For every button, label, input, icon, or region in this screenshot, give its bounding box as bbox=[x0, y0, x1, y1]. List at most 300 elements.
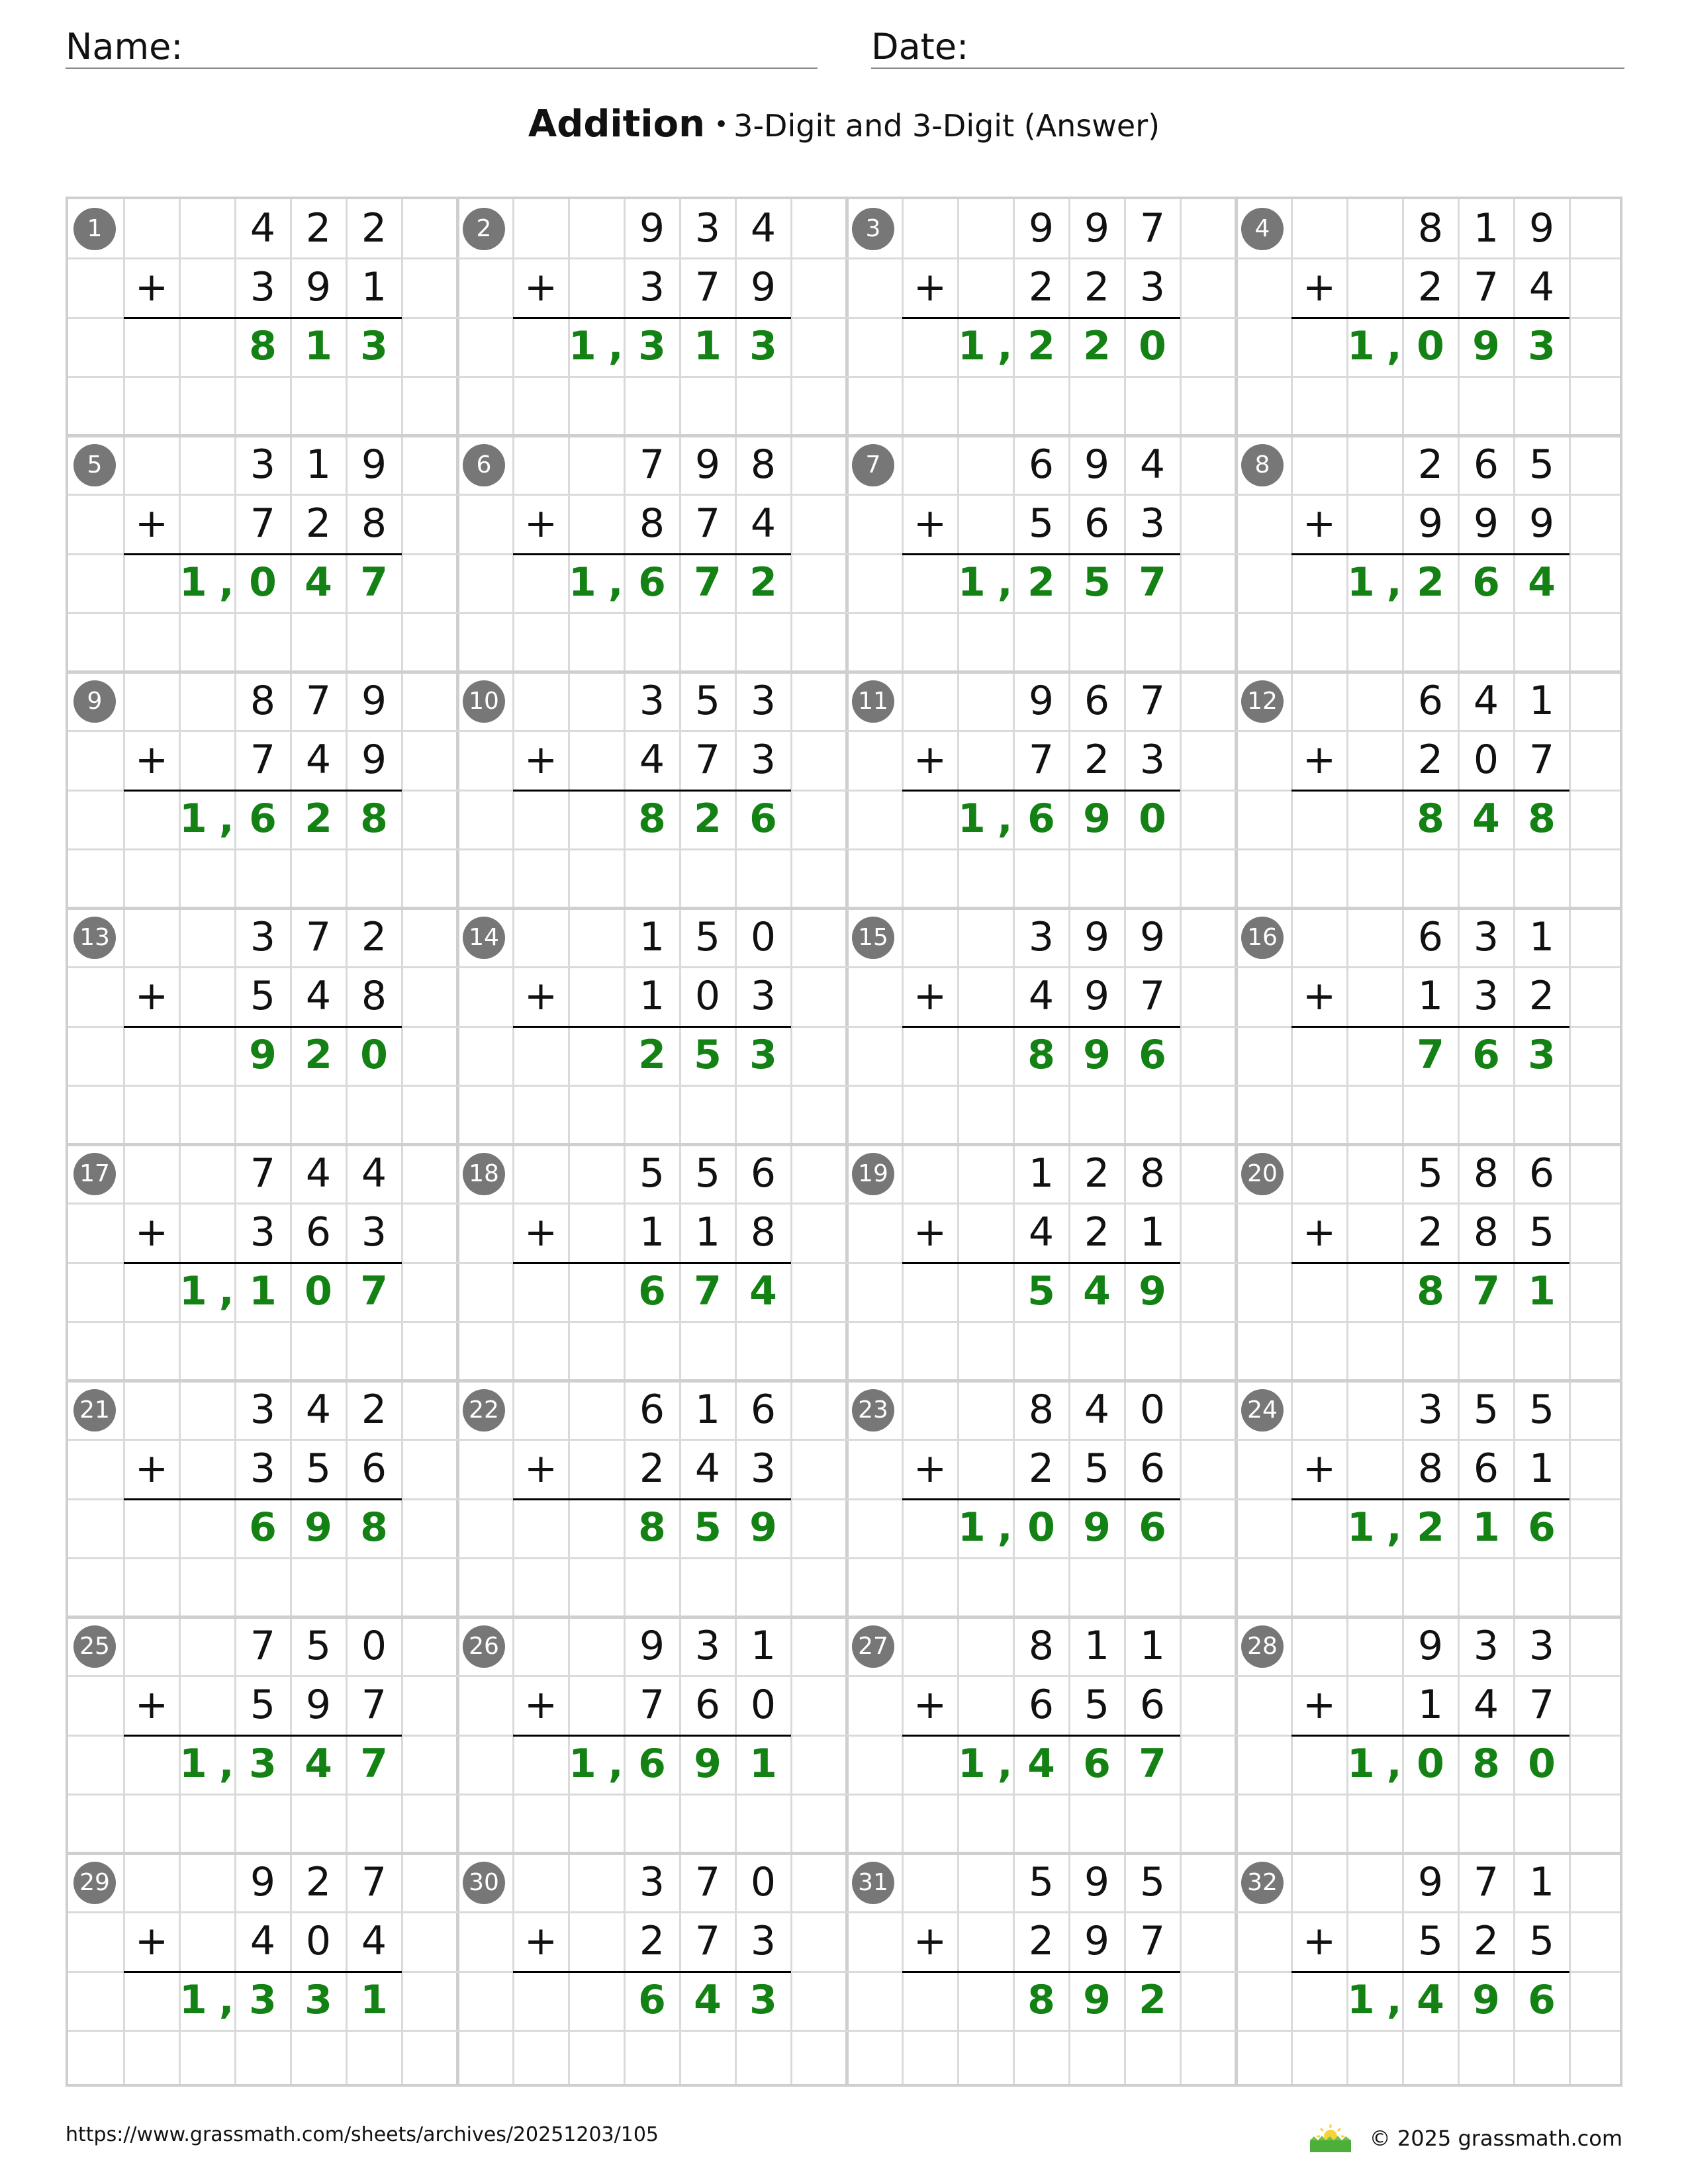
digit: 1 bbox=[639, 973, 665, 1019]
answer-digit bbox=[513, 553, 569, 612]
digit bbox=[179, 199, 235, 258]
digit bbox=[958, 494, 1013, 553]
answer-row bbox=[902, 1735, 1180, 1794]
operand-row bbox=[124, 1853, 402, 1912]
digit: 3 bbox=[639, 678, 665, 724]
grassmath-logo-icon bbox=[1307, 2123, 1354, 2154]
plus-sign: + bbox=[134, 500, 169, 547]
digit bbox=[958, 1144, 1013, 1203]
answer-digit bbox=[124, 1735, 179, 1794]
answer-digit bbox=[902, 790, 958, 848]
plus-sign: + bbox=[913, 264, 947, 310]
digit: 8 bbox=[1028, 1387, 1055, 1433]
digit bbox=[513, 435, 569, 494]
answer-digit: 4 bbox=[694, 1977, 722, 2023]
answer-digit bbox=[902, 317, 958, 376]
operand-row bbox=[902, 731, 1180, 792]
operand-row bbox=[1291, 1144, 1570, 1203]
digit: 8 bbox=[250, 678, 276, 724]
digit bbox=[569, 1617, 624, 1676]
answer-digit bbox=[958, 1262, 1013, 1321]
answer-digit: 6 bbox=[1139, 1504, 1166, 1551]
operand-row bbox=[1291, 1853, 1570, 1912]
operand-row bbox=[513, 258, 791, 319]
digit: 5 bbox=[1528, 1918, 1555, 1964]
answer-digit: 2 bbox=[694, 796, 722, 842]
problem-3 bbox=[847, 199, 1236, 435]
title-separator: • bbox=[714, 111, 729, 138]
digit: 1 bbox=[694, 1387, 721, 1433]
digit: 9 bbox=[1139, 914, 1166, 960]
digit bbox=[958, 1439, 1013, 1498]
problem-number-badge: 3 bbox=[852, 208, 894, 250]
digit: 3 bbox=[250, 441, 276, 488]
answer-digit: 8 bbox=[1472, 1741, 1500, 1787]
answer-row bbox=[902, 1971, 1180, 2030]
operand-row bbox=[902, 1617, 1180, 1676]
operand-row bbox=[1291, 1617, 1570, 1676]
problem-11 bbox=[847, 672, 1236, 908]
answer-digit: 0 bbox=[1139, 796, 1166, 842]
answer-digit: 9 bbox=[1083, 1977, 1111, 2023]
answer-digit: 6 bbox=[638, 1268, 666, 1314]
digit: 4 bbox=[305, 737, 332, 783]
answer-digit: 1, bbox=[179, 559, 246, 606]
digit: 7 bbox=[694, 264, 721, 310]
digit: 4 bbox=[305, 1387, 332, 1433]
digit: 5 bbox=[1417, 1150, 1444, 1197]
digit: 0 bbox=[694, 973, 721, 1019]
answer-digit bbox=[958, 1026, 1013, 1085]
answer-digit: 4 bbox=[1472, 796, 1500, 842]
digit: 1 bbox=[1139, 1209, 1166, 1255]
digit: 5 bbox=[1528, 1209, 1555, 1255]
digit: 0 bbox=[750, 1682, 776, 1728]
digit bbox=[124, 672, 179, 731]
digit: 8 bbox=[1139, 1150, 1166, 1197]
digit bbox=[1347, 1912, 1403, 1971]
digit bbox=[958, 1853, 1013, 1912]
plus-sign: + bbox=[524, 500, 558, 547]
plus-sign: + bbox=[134, 1209, 169, 1255]
digit: 2 bbox=[1084, 264, 1110, 310]
operand-row bbox=[902, 435, 1180, 494]
operand-row bbox=[1291, 1381, 1570, 1439]
digit: 0 bbox=[305, 1918, 332, 1964]
answer-digit bbox=[902, 1498, 958, 1557]
answer-row bbox=[902, 553, 1180, 612]
plus-sign: + bbox=[524, 737, 558, 783]
plus-sign: + bbox=[524, 1445, 558, 1492]
answer-digit: 1, bbox=[1347, 323, 1414, 369]
operand-row bbox=[1291, 908, 1570, 967]
answer-row bbox=[1291, 1735, 1570, 1794]
answer-row bbox=[1291, 317, 1570, 376]
digit: 8 bbox=[639, 500, 665, 547]
plus-sign: + bbox=[524, 1918, 558, 1964]
digit bbox=[513, 1617, 569, 1676]
digit: 5 bbox=[250, 1682, 276, 1728]
answer-digit bbox=[902, 1735, 958, 1794]
problem-number-badge: 21 bbox=[73, 1389, 116, 1432]
digit: 6 bbox=[1028, 441, 1055, 488]
plus-sign: + bbox=[524, 264, 558, 310]
digit: 4 bbox=[1028, 973, 1055, 1019]
digit bbox=[1347, 435, 1403, 494]
digit: 1 bbox=[694, 1209, 721, 1255]
answer-digit: 1, bbox=[958, 1741, 1025, 1787]
digit: 9 bbox=[694, 441, 721, 488]
digit: 9 bbox=[1084, 973, 1110, 1019]
digit bbox=[958, 1381, 1013, 1439]
digit: 1 bbox=[1417, 1682, 1444, 1728]
operand-row bbox=[124, 199, 402, 258]
digit: 1 bbox=[1473, 205, 1499, 251]
problem-25 bbox=[68, 1617, 457, 1853]
answer-digit: 0 bbox=[1528, 1741, 1556, 1787]
digit: 5 bbox=[250, 973, 276, 1019]
answer-row bbox=[902, 1262, 1180, 1321]
answer-digit: 6 bbox=[249, 1504, 277, 1551]
answer-digit bbox=[902, 553, 958, 612]
problem-number-badge: 28 bbox=[1241, 1625, 1284, 1668]
digit: 2 bbox=[1417, 441, 1444, 488]
digit bbox=[1291, 908, 1347, 967]
digit: 7 bbox=[694, 737, 721, 783]
answer-digit bbox=[958, 1971, 1013, 2030]
problem-14 bbox=[457, 908, 847, 1144]
problem-number-badge: 13 bbox=[73, 917, 116, 959]
digit: 2 bbox=[1084, 1209, 1110, 1255]
digit bbox=[569, 1439, 624, 1498]
digit: 3 bbox=[1139, 500, 1166, 547]
answer-digit: 8 bbox=[1417, 1268, 1444, 1314]
digit: 1 bbox=[639, 914, 665, 960]
digit: 5 bbox=[639, 1150, 665, 1197]
digit bbox=[958, 967, 1013, 1026]
digit: 2 bbox=[305, 205, 332, 251]
answer-digit: 6 bbox=[1083, 1741, 1111, 1787]
answer-digit bbox=[1291, 553, 1347, 612]
answer-digit: 8 bbox=[1027, 1032, 1055, 1078]
answer-digit: 6 bbox=[1528, 1977, 1556, 2023]
digit: 5 bbox=[305, 1623, 332, 1669]
answer-digit bbox=[179, 317, 235, 376]
digit: 7 bbox=[1139, 205, 1166, 251]
digit: 2 bbox=[1417, 264, 1444, 310]
digit: 6 bbox=[1417, 678, 1444, 724]
digit bbox=[569, 1912, 624, 1971]
digit: 5 bbox=[1028, 1859, 1055, 1905]
digit: 3 bbox=[750, 737, 776, 783]
digit: 5 bbox=[1528, 441, 1555, 488]
digit: 9 bbox=[361, 441, 387, 488]
digit: 0 bbox=[750, 914, 776, 960]
operand-row bbox=[513, 1853, 791, 1912]
plus-sign: + bbox=[1302, 264, 1336, 310]
answer-digit bbox=[513, 1735, 569, 1794]
answer-digit: 7 bbox=[360, 1741, 388, 1787]
digit bbox=[179, 1439, 235, 1498]
date-field[interactable] bbox=[871, 24, 1624, 69]
problem-number-badge: 7 bbox=[852, 444, 894, 486]
digit bbox=[1291, 435, 1347, 494]
digit: 9 bbox=[1084, 441, 1110, 488]
problem-4 bbox=[1236, 199, 1622, 435]
digit: 5 bbox=[1028, 500, 1055, 547]
answer-digit bbox=[179, 1026, 235, 1085]
answer-digit: 6 bbox=[1027, 796, 1055, 842]
answer-digit: 4 bbox=[1027, 1741, 1055, 1787]
digit bbox=[1291, 1617, 1347, 1676]
digit: 2 bbox=[1528, 973, 1555, 1019]
answer-digit: 5 bbox=[1027, 1268, 1055, 1314]
answer-row bbox=[1291, 553, 1570, 612]
plus-sign: + bbox=[1302, 500, 1336, 547]
answer-row bbox=[902, 317, 1180, 376]
answer-digit: 2 bbox=[638, 1032, 666, 1078]
answer-digit: 1 bbox=[1528, 1268, 1556, 1314]
digit: 7 bbox=[250, 500, 276, 547]
name-field[interactable] bbox=[66, 24, 818, 69]
problem-number-badge: 17 bbox=[73, 1153, 116, 1195]
digit: 6 bbox=[1528, 1150, 1555, 1197]
digit bbox=[124, 199, 179, 258]
answer-row bbox=[124, 1262, 402, 1321]
problem-number-badge: 10 bbox=[463, 680, 505, 723]
answer-digit: 2 bbox=[1027, 559, 1055, 606]
digit bbox=[179, 258, 235, 317]
answer-digit bbox=[1291, 1498, 1347, 1557]
digit: 2 bbox=[1028, 1445, 1055, 1492]
answer-row bbox=[1291, 1026, 1570, 1085]
digit: 3 bbox=[1139, 264, 1166, 310]
digit: 9 bbox=[1028, 205, 1055, 251]
digit: 2 bbox=[361, 205, 387, 251]
answer-digit: 9 bbox=[1472, 1977, 1500, 2023]
operand-row bbox=[124, 967, 402, 1028]
problem-number-badge: 23 bbox=[852, 1389, 894, 1432]
plus-sign: + bbox=[913, 973, 947, 1019]
operand-row bbox=[513, 1676, 791, 1737]
digit: 3 bbox=[1473, 1623, 1499, 1669]
digit: 2 bbox=[1473, 1918, 1499, 1964]
operand-row bbox=[513, 1439, 791, 1500]
answer-digit: 3 bbox=[749, 1977, 777, 2023]
answer-digit: 1, bbox=[958, 796, 1025, 842]
answer-digit: 1, bbox=[958, 559, 1025, 606]
digit: 1 bbox=[361, 264, 387, 310]
problem-27 bbox=[847, 1617, 1236, 1853]
digit: 8 bbox=[750, 1209, 776, 1255]
digit: 2 bbox=[1084, 737, 1110, 783]
answer-digit: 7 bbox=[1139, 1741, 1166, 1787]
answer-digit: 7 bbox=[1472, 1268, 1500, 1314]
answer-row bbox=[513, 790, 791, 848]
digit: 9 bbox=[361, 737, 387, 783]
answer-digit bbox=[569, 1026, 624, 1085]
digit: 8 bbox=[1417, 205, 1444, 251]
operand-row bbox=[513, 672, 791, 731]
name-label: Name: bbox=[66, 26, 183, 68]
footer-copyright bbox=[1307, 2123, 1622, 2154]
digit: 7 bbox=[250, 1150, 276, 1197]
digit: 2 bbox=[1417, 737, 1444, 783]
digit: 3 bbox=[250, 1387, 276, 1433]
digit: 4 bbox=[639, 737, 665, 783]
answer-row bbox=[124, 317, 402, 376]
answer-row bbox=[124, 1026, 402, 1085]
digit bbox=[958, 1617, 1013, 1676]
answer-digit: 9 bbox=[1083, 1032, 1111, 1078]
answer-digit bbox=[902, 1026, 958, 1085]
digit: 2 bbox=[1417, 1209, 1444, 1255]
digit bbox=[1291, 1381, 1347, 1439]
problem-29 bbox=[68, 1853, 457, 2087]
answer-digit bbox=[1291, 1262, 1347, 1321]
digit: 0 bbox=[361, 1623, 387, 1669]
answer-digit: 1, bbox=[569, 323, 635, 369]
answer-digit: 1 bbox=[305, 323, 332, 369]
digit bbox=[124, 908, 179, 967]
plus-sign: + bbox=[134, 737, 169, 783]
digit: 9 bbox=[1417, 1859, 1444, 1905]
digit bbox=[179, 967, 235, 1026]
answer-digit: 1, bbox=[1347, 1977, 1414, 2023]
answer-digit bbox=[569, 790, 624, 848]
digit: 3 bbox=[361, 1209, 387, 1255]
answer-digit: 3 bbox=[305, 1977, 332, 2023]
problem-grid bbox=[66, 197, 1622, 2087]
digit bbox=[1291, 672, 1347, 731]
operand-row bbox=[1291, 672, 1570, 731]
digit bbox=[902, 1853, 958, 1912]
answer-digit: 9 bbox=[1083, 1504, 1111, 1551]
digit bbox=[1347, 672, 1403, 731]
answer-digit: 7 bbox=[694, 559, 722, 606]
problem-number-badge: 8 bbox=[1241, 444, 1284, 486]
answer-digit: 3 bbox=[249, 1741, 277, 1787]
digit: 9 bbox=[1528, 205, 1555, 251]
problem-31 bbox=[847, 1853, 1236, 2087]
operand-row bbox=[124, 1617, 402, 1676]
answer-digit bbox=[902, 1262, 958, 1321]
problem-17 bbox=[68, 1144, 457, 1381]
answer-digit bbox=[513, 790, 569, 848]
digit: 2 bbox=[1084, 1150, 1110, 1197]
digit: 3 bbox=[1028, 914, 1055, 960]
operand-row bbox=[124, 1144, 402, 1203]
answer-digit: 1 bbox=[249, 1268, 277, 1314]
operand-row bbox=[513, 435, 791, 494]
digit: 7 bbox=[639, 1682, 665, 1728]
digit: 1 bbox=[1528, 914, 1555, 960]
digit: 6 bbox=[639, 1387, 665, 1433]
operand-row bbox=[124, 1912, 402, 1973]
digit: 9 bbox=[1417, 500, 1444, 547]
operand-row bbox=[1291, 1203, 1570, 1264]
digit bbox=[124, 1144, 179, 1203]
digit: 4 bbox=[1084, 1387, 1110, 1433]
operand-row bbox=[513, 1203, 791, 1264]
problem-number-badge: 31 bbox=[852, 1862, 894, 1904]
problem-15 bbox=[847, 908, 1236, 1144]
problem-6 bbox=[457, 435, 847, 672]
digit: 6 bbox=[1473, 441, 1499, 488]
operand-row bbox=[902, 1912, 1180, 1973]
answer-digit bbox=[513, 1262, 569, 1321]
answer-digit: 1, bbox=[1347, 1741, 1414, 1787]
digit: 3 bbox=[694, 1623, 721, 1669]
problem-2 bbox=[457, 199, 847, 435]
operand-row bbox=[1291, 731, 1570, 792]
answer-digit bbox=[124, 1262, 179, 1321]
digit: 9 bbox=[639, 205, 665, 251]
problem-number-badge: 19 bbox=[852, 1153, 894, 1195]
digit: 9 bbox=[1528, 500, 1555, 547]
problem-26 bbox=[457, 1617, 847, 1853]
operand-row bbox=[1291, 258, 1570, 319]
digit: 6 bbox=[361, 1445, 387, 1492]
digit: 5 bbox=[305, 1445, 332, 1492]
answer-row bbox=[124, 1971, 402, 2030]
answer-digit: 0 bbox=[1417, 323, 1444, 369]
digit bbox=[1347, 1617, 1403, 1676]
answer-digit bbox=[1347, 1026, 1403, 1085]
operand-row bbox=[513, 1381, 791, 1439]
digit: 6 bbox=[694, 1682, 721, 1728]
digit bbox=[569, 1203, 624, 1262]
answer-digit: 8 bbox=[360, 1504, 388, 1551]
digit bbox=[1347, 1144, 1403, 1203]
answer-digit bbox=[124, 1026, 179, 1085]
answer-digit: 1, bbox=[1347, 1504, 1414, 1551]
digit bbox=[902, 672, 958, 731]
operand-row bbox=[513, 494, 791, 555]
digit bbox=[179, 435, 235, 494]
digit bbox=[1347, 1381, 1403, 1439]
digit: 7 bbox=[694, 1918, 721, 1964]
digit bbox=[179, 1676, 235, 1735]
answer-digit: 5 bbox=[694, 1504, 722, 1551]
digit: 1 bbox=[750, 1623, 776, 1669]
digit: 3 bbox=[750, 1918, 776, 1964]
answer-digit: 1, bbox=[958, 323, 1025, 369]
answer-digit: 4 bbox=[1528, 559, 1556, 606]
digit: 6 bbox=[1417, 914, 1444, 960]
answer-digit: 4 bbox=[749, 1268, 777, 1314]
answer-row bbox=[124, 1498, 402, 1557]
answer-digit: 7 bbox=[360, 1268, 388, 1314]
plus-sign: + bbox=[134, 264, 169, 310]
answer-digit: 1 bbox=[360, 1977, 388, 2023]
digit: 4 bbox=[250, 205, 276, 251]
digit: 9 bbox=[1084, 1859, 1110, 1905]
digit: 3 bbox=[639, 1859, 665, 1905]
digit bbox=[124, 435, 179, 494]
operand-row bbox=[513, 199, 791, 258]
problem-number-badge: 20 bbox=[1241, 1153, 1284, 1195]
problem-28 bbox=[1236, 1617, 1622, 1853]
plus-sign: + bbox=[913, 500, 947, 547]
problem-number-badge: 25 bbox=[73, 1625, 116, 1668]
plus-sign: + bbox=[134, 973, 169, 1019]
answer-digit: 1, bbox=[569, 559, 635, 606]
digit bbox=[1347, 494, 1403, 553]
answer-digit: 1 bbox=[694, 323, 722, 369]
digit: 8 bbox=[1028, 1623, 1055, 1669]
answer-digit bbox=[1347, 790, 1403, 848]
